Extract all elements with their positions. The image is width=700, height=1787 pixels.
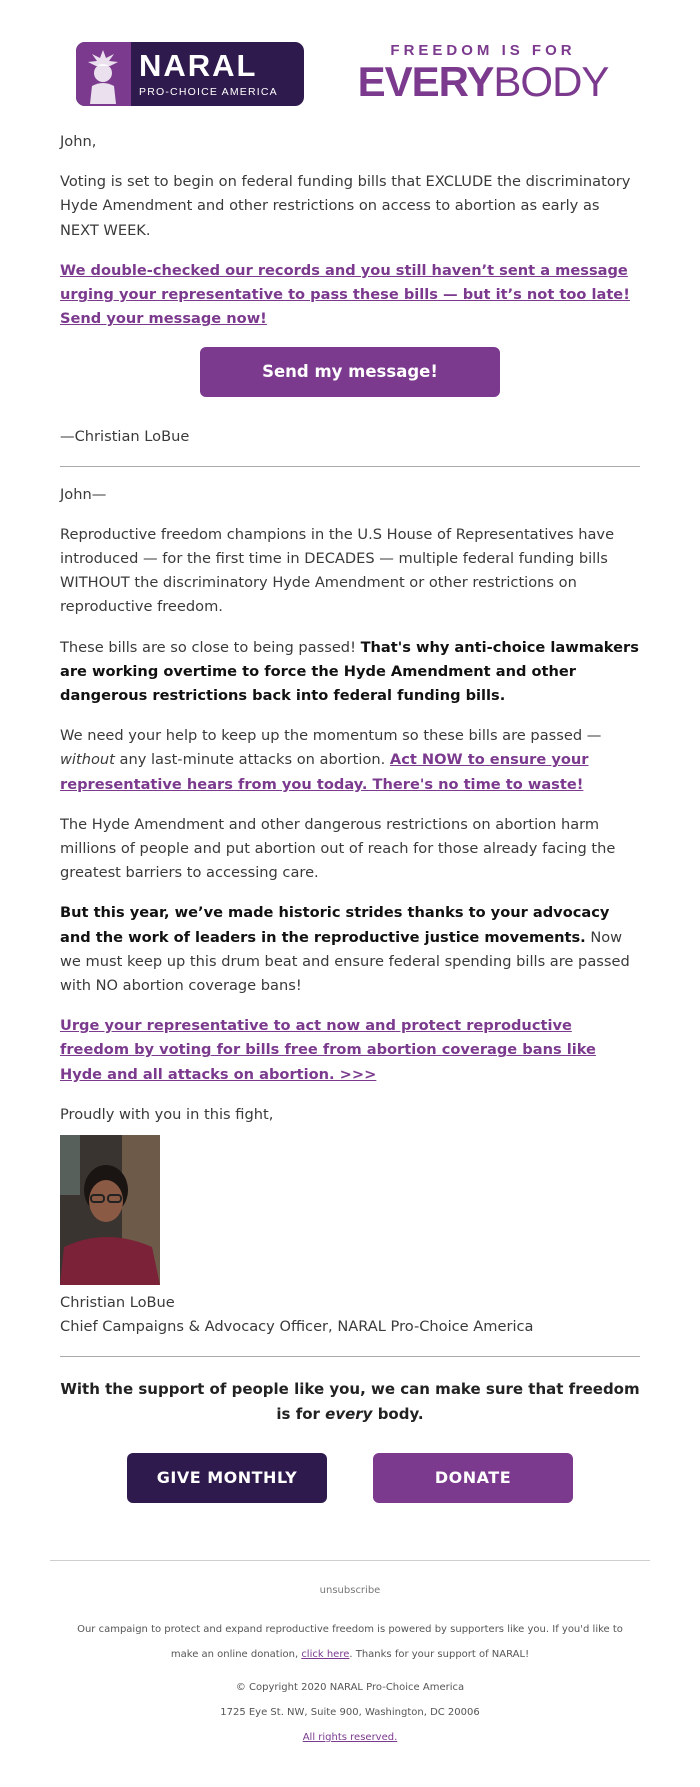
paragraph-3-text-b: any last-minute attacks on abortion. <box>114 751 390 769</box>
act-now-link[interactable]: Act NOW to ensure your representative hears from you today. There's no time to waste! <box>60 751 589 793</box>
cta-paragraph-2 <box>60 1014 640 1087</box>
greeting: John, <box>60 133 97 150</box>
closing-text-b: body. <box>372 1404 424 1423</box>
closing-italic: every <box>325 1404 373 1423</box>
cta-link-1[interactable]: We double-checked our records and you still haven’t sent a message urging your representative to pass these bills — but it’s not too late! Send your message now! <box>60 261 630 328</box>
statue-of-liberty-icon <box>76 42 131 106</box>
donation-buttons <box>127 1453 573 1503</box>
unsubscribe-link[interactable]: unsubscribe <box>319 1585 381 1596</box>
paragraph-1: Reproductive freedom champions in the U.S House of Representatives have introduced — for the first time in DECADES — multiple federal funding bills WITHOUT the discriminatory Hyde Amendment or other restrictions on reproductive freedom. <box>60 525 615 616</box>
cta-paragraph-1 <box>60 259 640 332</box>
paragraph-4: The Hyde Amendment and other dangerous restrictions on abortion harm millions of people and put abortion out of reach for those already facing the greatest barriers to accessing care. <box>60 815 616 882</box>
footer-note-b: . Thanks for your support of NARAL! <box>349 1649 530 1660</box>
rights-link[interactable]: All rights reserved. <box>302 1732 398 1743</box>
logo-subtitle: PRO-CHOICE AMERICA <box>139 86 278 98</box>
divider-2 <box>60 1356 640 1357</box>
signoff: —Christian LoBue <box>60 428 190 446</box>
email-body <box>60 130 640 1503</box>
send-message-button[interactable]: Send my message! <box>200 347 500 397</box>
closing-text-a: With the support of people like you, we can make sure that freedom is for <box>60 1379 640 1423</box>
paragraph-3-italic: without <box>60 751 115 769</box>
divider <box>60 466 640 467</box>
footer-address: 1725 Eye St. NW, Suite 900, Washington, DC 20006 <box>220 1707 480 1718</box>
footer <box>50 1560 650 1750</box>
footer-unsubscribe <box>50 1583 650 1599</box>
paragraph-2-text: These bills are so close to being passed! <box>60 638 361 656</box>
click-here-link[interactable]: click here <box>301 1649 350 1660</box>
donate-button[interactable]: DONATE <box>373 1453 573 1503</box>
intro-paragraph: Voting is set to begin on federal funding bills that EXCLUDE the discriminatory Hyde Amendment and other restrictions on access to abortion as early as NEXT WEEK. <box>60 173 631 239</box>
signer-photo <box>60 1135 160 1285</box>
paragraph-5-text: Now we must keep up this drum beat and ensure federal spending bills are passed with NO abortion coverage bans! <box>60 928 630 995</box>
cta-link-2[interactable]: Urge your representative to act now and protect reproductive freedom by voting for bills free from abortion coverage bans like Hyde and all attacks on abortion. >>> <box>60 1017 596 1083</box>
closing-line: Proudly with you in this fight, <box>60 1105 274 1123</box>
paragraph-5 <box>60 901 640 998</box>
give-monthly-button[interactable]: GIVE MONTHLY <box>127 1453 327 1503</box>
footer-note <box>65 1617 635 1667</box>
greeting-2: John— <box>60 485 107 503</box>
signer-title: Chief Campaigns & Advocacy Officer, NARAL Pro-Choice America <box>60 1318 534 1336</box>
send-button-wrap <box>60 347 640 397</box>
naral-logo[interactable] <box>76 42 304 106</box>
signer-name: Christian LoBue <box>60 1294 175 1312</box>
footer-copyright: © Copyright 2020 NARAL Pro-Choice America <box>235 1682 465 1693</box>
tagline <box>326 42 640 106</box>
logo-brand: NARAL <box>139 48 258 83</box>
tagline-main <box>326 60 640 104</box>
paragraph-3-text-a: We need your help to keep up the momentum so these bills are passed — <box>60 727 602 745</box>
tagline-top: FREEDOM IS FOR <box>390 42 576 59</box>
tagline-body: BODY <box>493 58 609 105</box>
paragraph-5-bold: But this year, we’ve made historic strides thanks to your advocacy and the work of leaders in the reproductive justice movements. <box>60 904 610 946</box>
paragraph-3 <box>60 724 640 797</box>
signature-block <box>60 1291 640 1339</box>
paragraph-2 <box>60 636 640 709</box>
footer-note-a: Our campaign to protect and expand reproductive freedom is powered by supporters like you. If you'd like to make an online donation, <box>77 1624 623 1660</box>
footer-rights <box>50 1725 650 1750</box>
paragraph-2-bold: That's why anti-choice lawmakers are working overtime to force the Hyde Amendment and other dangerous restrictions back into federal funding bills. <box>60 638 639 705</box>
header <box>76 42 640 106</box>
closing-message <box>60 1377 640 1427</box>
tagline-every: EVERY <box>357 58 494 105</box>
